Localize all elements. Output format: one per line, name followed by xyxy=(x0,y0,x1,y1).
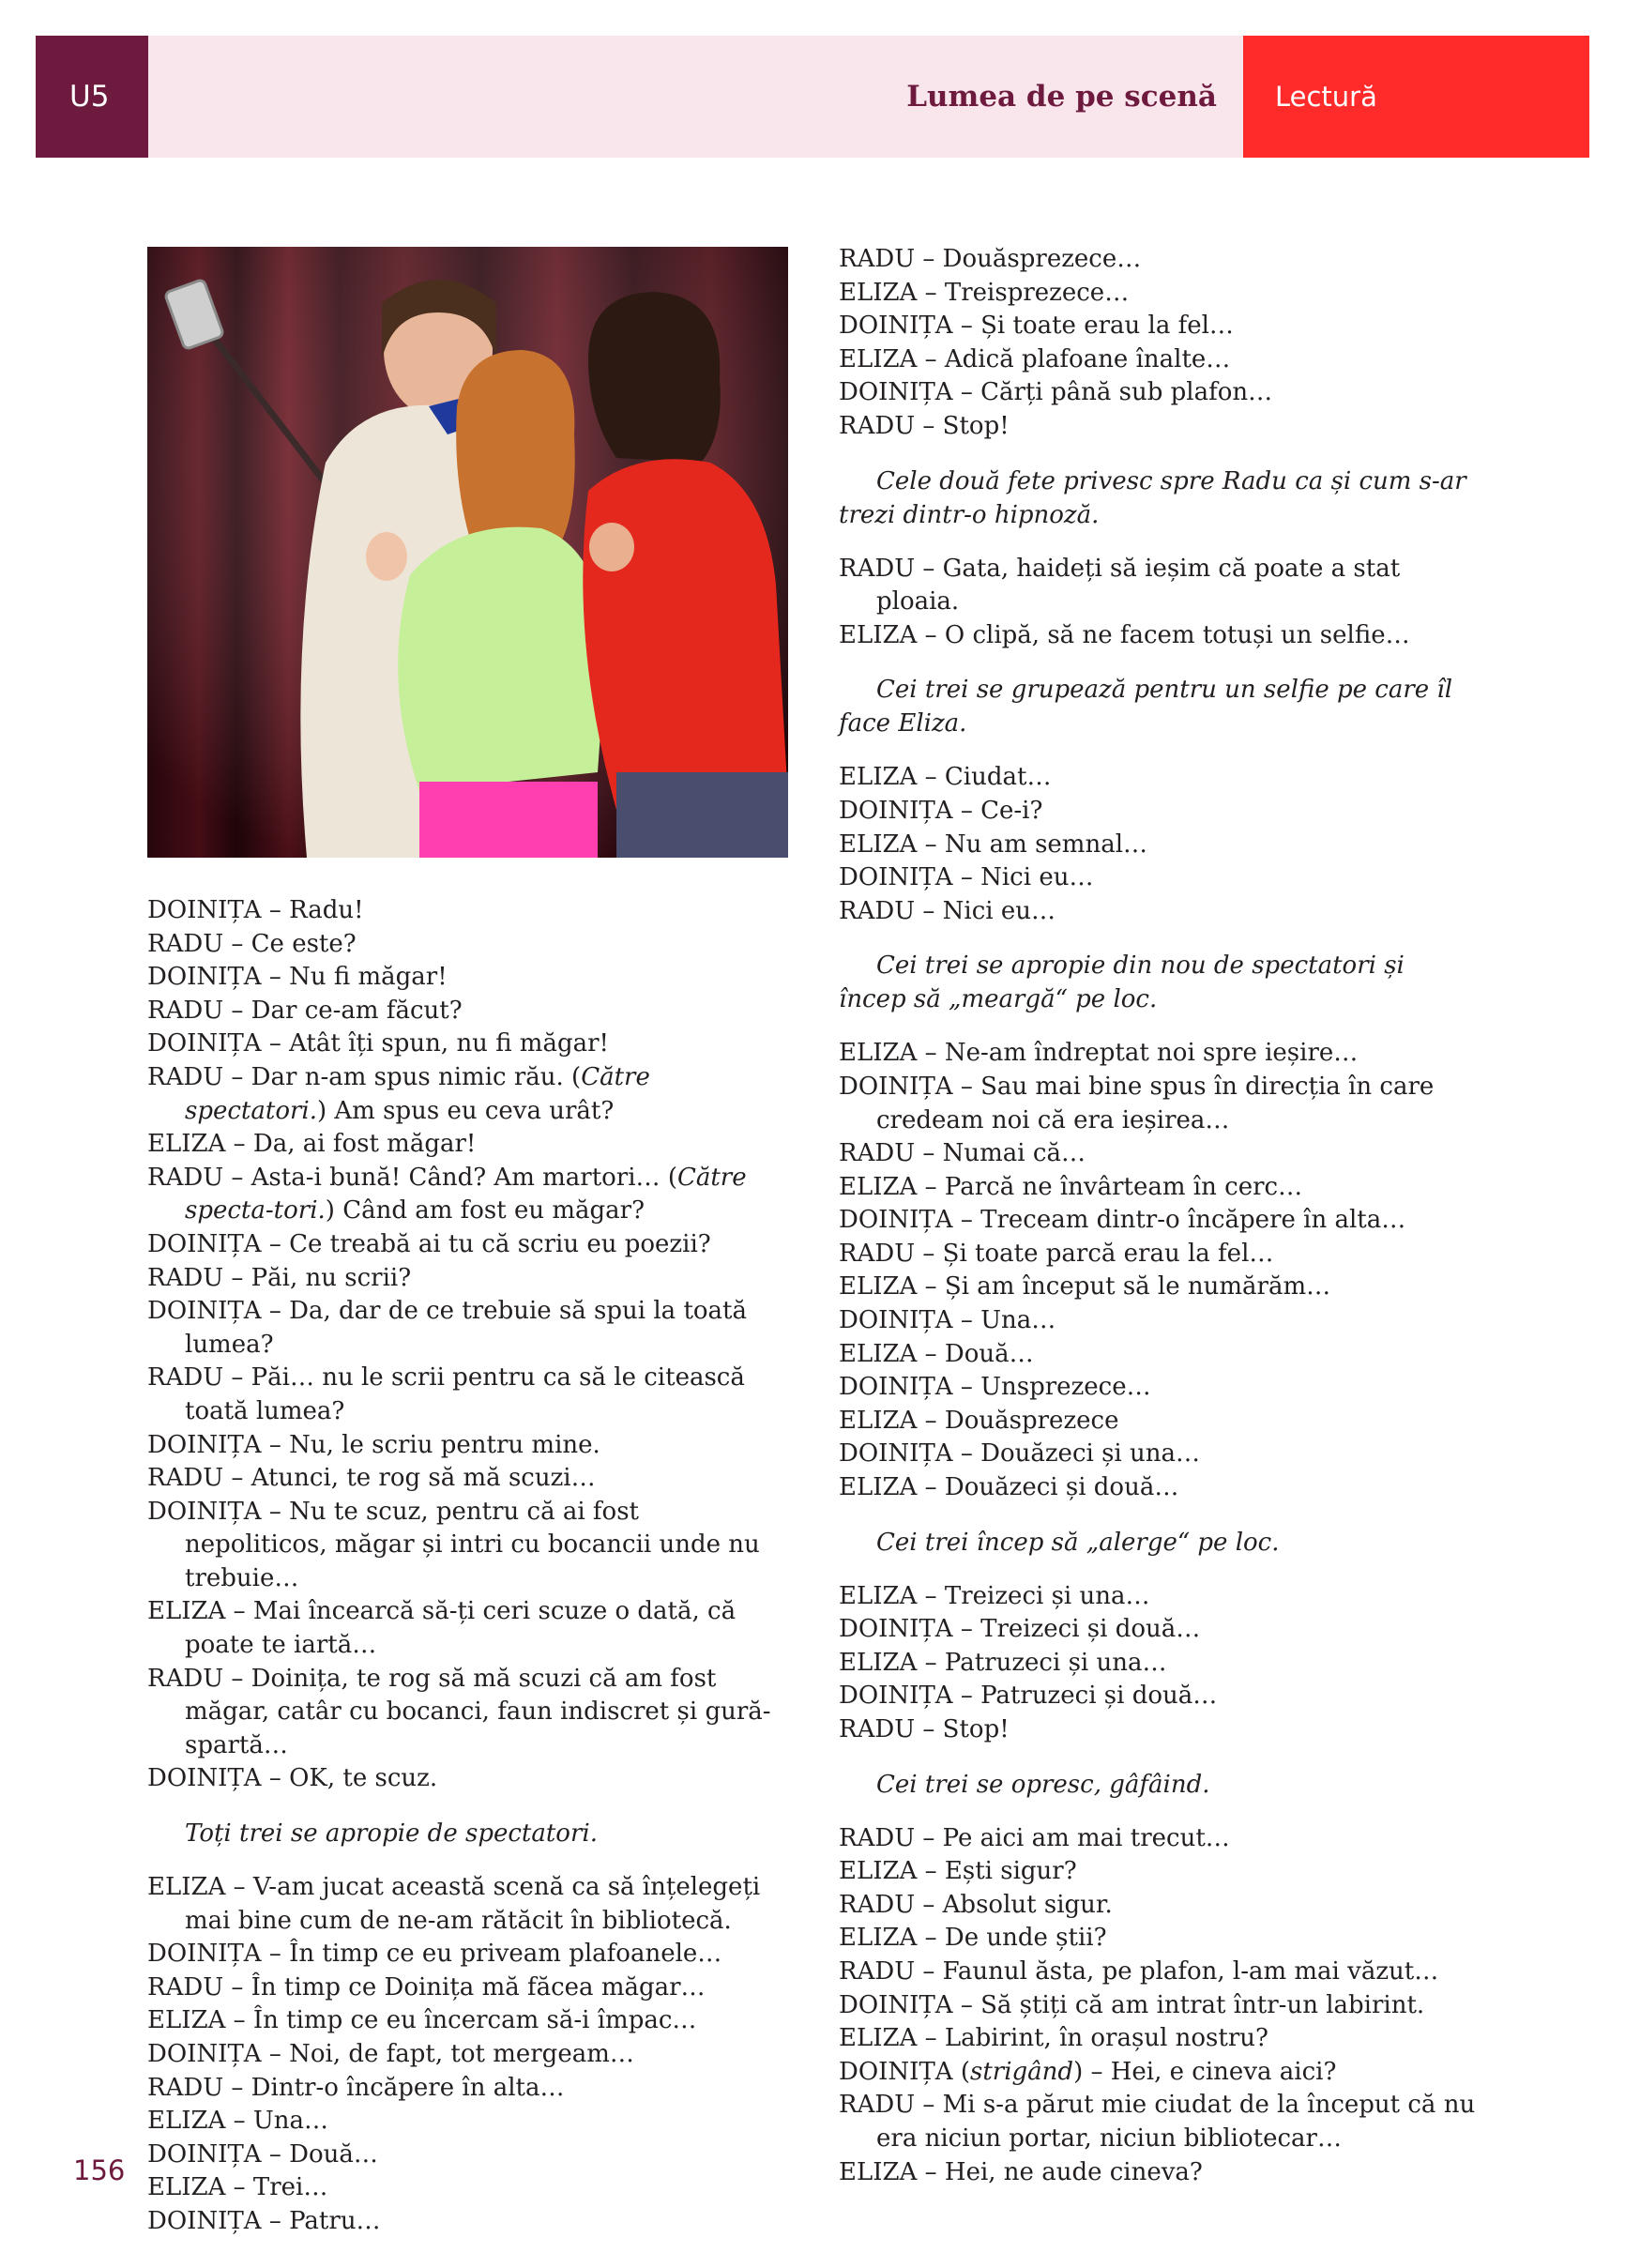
dialogue-line: DOINIȚA – Și toate erau la fel… xyxy=(839,312,1234,341)
dialogue-line: RADU – Absolut sigur. xyxy=(839,1890,1113,1919)
dialogue-line: RADU – Atunci, te rog să mă scuzi… xyxy=(147,1464,596,1493)
stage-aside: Către specta-tori. xyxy=(185,1163,747,1225)
stage-aside: Către spectatori. xyxy=(185,1062,650,1125)
dialogue-line: DOINIȚA – Da, dar de ce trebuie să spui la toată lumea? xyxy=(147,1297,748,1359)
unit-label: U5 xyxy=(69,80,110,114)
stage-direction: Cei trei se opresc, gâfâind. xyxy=(876,1770,1210,1799)
page-header xyxy=(36,36,1589,158)
dialogue-line: DOINIȚA – În timp ce eu priveam plafoanele… xyxy=(147,1940,722,1969)
dialogue-line: ELIZA – Parcă ne învârteam în cerc… xyxy=(839,1172,1303,1201)
stage-aside: strigând xyxy=(970,2057,1074,2086)
dialogue-line: DOINIȚA – Unsprezece… xyxy=(839,1373,1151,1402)
dialogue-line: DOINIȚA – Noi, de fapt, tot mergeam… xyxy=(147,2040,634,2068)
dialogue-line: RADU – Dar n-am spus nimic rău. (Către spectatori.) Am spus eu ceva urât? xyxy=(147,1062,650,1125)
dialogue-line: ELIZA – Ne-am îndreptat noi spre ieșire… xyxy=(839,1039,1359,1068)
dialogue-line: RADU – Faunul ăsta, pe plafon, l-am mai văzut… xyxy=(839,1956,1439,1986)
dialogue-line: ELIZA – Nu am semnal… xyxy=(839,830,1148,859)
dialogue-line: DOINIȚA – Să știți că am intrat într-un labirint. xyxy=(839,1990,1425,2019)
dialogue-line: DOINIȚA – Patru… xyxy=(147,2206,381,2235)
dialogue-line: DOINIȚA – Nu, le scriu pentru mine. xyxy=(147,1430,600,1459)
dialogue-line: ELIZA – V-am jucat această scenă ca să înțelegeți mai bine cum de ne-am rătăcit în bibliotecă. xyxy=(147,1873,761,1935)
selfie-photo xyxy=(147,247,788,858)
dialogue-line: ELIZA – Labirint, în orașul nostru? xyxy=(839,2024,1268,2053)
header-band xyxy=(148,36,1243,158)
dialogue-line: ELIZA – Douăzeci și două… xyxy=(839,1473,1179,1502)
dialogue-line: ELIZA – Două… xyxy=(839,1339,1034,1368)
dialogue-line: ELIZA – Adică plafoane înalte… xyxy=(839,344,1231,373)
dialogue-line: DOINIȚA – Ce treabă ai tu că scriu eu poezii? xyxy=(147,1229,711,1258)
dialogue-line: DOINIȚA – Nici eu… xyxy=(839,863,1094,892)
dialogue-line: RADU – Douăsprezece… xyxy=(839,245,1142,273)
dialogue-line: DOINIȚA – Douăzeci și una… xyxy=(839,1439,1200,1469)
dialogue-line: DOINIȚA (strigând) – Hei, e cineva aici? xyxy=(839,2057,1337,2086)
dialogue-line: ELIZA – Una… xyxy=(147,2107,329,2136)
dialogue-line: DOINIȚA – Patruzeci și două… xyxy=(839,1682,1218,1711)
dialogue-line: RADU – Pe aici am mai trecut… xyxy=(839,1823,1230,1852)
dialogue-line: ELIZA – Hei, ne aude cineva? xyxy=(839,2157,1203,2186)
dialogue-line: RADU – Păi, nu scrii? xyxy=(147,1263,412,1292)
dialogue-line: ELIZA – Patruzeci și una… xyxy=(839,1648,1167,1677)
dialogue-line: DOINIȚA – Atât îți spun, nu fi măgar! xyxy=(147,1029,609,1058)
unit-box xyxy=(36,36,148,158)
dialogue-line: DOINIȚA – Cărți până sub plafon… xyxy=(839,378,1273,407)
right-column-dialogue xyxy=(839,243,1477,2189)
stage-direction: Cele două fete privesc spre Radu ca și cum s-ar trezi dintr-o hipnoză. xyxy=(839,466,1466,529)
dialogue-line: ELIZA – Treizeci și una… xyxy=(839,1581,1150,1610)
dialogue-line: DOINIȚA – Treizeci și două… xyxy=(839,1615,1201,1644)
dialogue-line: RADU – Păi… nu le scrii pentru ca să le citească toată lumea? xyxy=(147,1363,745,1425)
stage-direction: Cei trei se grupează pentru un selfie pe care îl face Eliza. xyxy=(839,676,1453,738)
dialogue-line: RADU – Dintr-o încăpere în alta… xyxy=(147,2073,565,2102)
dialogue-line: ELIZA – Treisprezece… xyxy=(839,278,1130,307)
section-box xyxy=(1243,36,1589,158)
dialogue-line: ELIZA – Da, ai fost măgar! xyxy=(147,1130,477,1159)
dialogue-line: RADU – Ce este? xyxy=(147,929,357,958)
dialogue-line: ELIZA – Mai încearcă să-ți ceri scuze o dată, că poate te iartă… xyxy=(147,1597,737,1660)
dialogue-line: DOINIȚA – Nu te scuz, pentru că ai fost nepoliticos, măgar și intri cu bocancii unde nu trebuie… xyxy=(147,1497,760,1592)
chapter-title: Lumea de pe scenă xyxy=(906,80,1217,114)
stage-direction: Cei trei încep să „alerge“ pe loc. xyxy=(876,1528,1280,1557)
dialogue-line: RADU – Stop! xyxy=(839,1715,1010,1743)
dialogue-line: RADU – Gata, haideți să ieșim că poate a stat ploaia. xyxy=(839,554,1401,616)
dialogue-line: RADU – Mi s-a părut mie ciudat de la început că nu era niciun portar, niciun bibliotecar… xyxy=(839,2091,1476,2153)
dialogue-line: DOINIȚA – Treceam dintr-o încăpere în alta… xyxy=(839,1206,1406,1235)
dialogue-line: RADU – Numai că… xyxy=(839,1139,1086,1168)
dialogue-line: DOINIȚA – Ce-i? xyxy=(839,796,1043,825)
dialogue-line: RADU – Dar ce-am făcut? xyxy=(147,996,463,1025)
dialogue-line: ELIZA – Trei… xyxy=(147,2173,328,2202)
stage-direction: Toți trei se apropie de spectatori. xyxy=(185,1819,598,1849)
stage-direction: Cei trei se apropie din nou de spectatori și încep să „meargă“ pe loc. xyxy=(839,951,1405,1014)
dialogue-line: DOINIȚA – Nu fi măgar! xyxy=(147,963,448,992)
dialogue-line: DOINIȚA – Două… xyxy=(147,2139,378,2169)
dialogue-line: RADU – Asta-i bună! Când? Am martori… (Către specta-tori.) Când am fost eu măgar? xyxy=(147,1163,747,1225)
dialogue-line: ELIZA – De unde știi? xyxy=(839,1924,1107,1953)
dialogue-line: RADU – Doinița, te rog să mă scuzi că am fost măgar, catâr cu bocanci, faun indiscret și gură-spartă… xyxy=(147,1664,771,1759)
dialogue-line: RADU – Stop! xyxy=(839,411,1010,440)
dialogue-line: RADU – Și toate parcă erau la fel… xyxy=(839,1239,1274,1268)
section-label: Lectură xyxy=(1275,81,1377,113)
dialogue-line: DOINIȚA – OK, te scuz. xyxy=(147,1764,438,1793)
page-number: 156 xyxy=(73,2154,126,2186)
dialogue-line: ELIZA – O clipă, să ne facem totuși un selfie… xyxy=(839,620,1410,649)
dialogue-line: ELIZA – Ciudat… xyxy=(839,763,1052,792)
dialogue-line: DOINIȚA – Radu! xyxy=(147,896,364,924)
dialogue-line: DOINIȚA – Sau mai bine spus în direcția în care credeam noi că era ieșirea… xyxy=(839,1072,1435,1134)
left-column-dialogue xyxy=(147,894,785,2239)
dialogue-line: ELIZA – Douăsprezece xyxy=(839,1406,1119,1435)
dialogue-line: ELIZA – Și am început să le numărăm… xyxy=(839,1272,1331,1301)
dialogue-line: ELIZA – În timp ce eu încercam să-i împac… xyxy=(147,2006,697,2035)
dialogue-line: ELIZA – Ești sigur? xyxy=(839,1857,1077,1886)
dialogue-line: DOINIȚA – Una… xyxy=(839,1306,1056,1335)
dialogue-line: RADU – În timp ce Doinița mă făcea măgar… xyxy=(147,1972,706,2002)
dialogue-line: RADU – Nici eu… xyxy=(839,896,1055,925)
